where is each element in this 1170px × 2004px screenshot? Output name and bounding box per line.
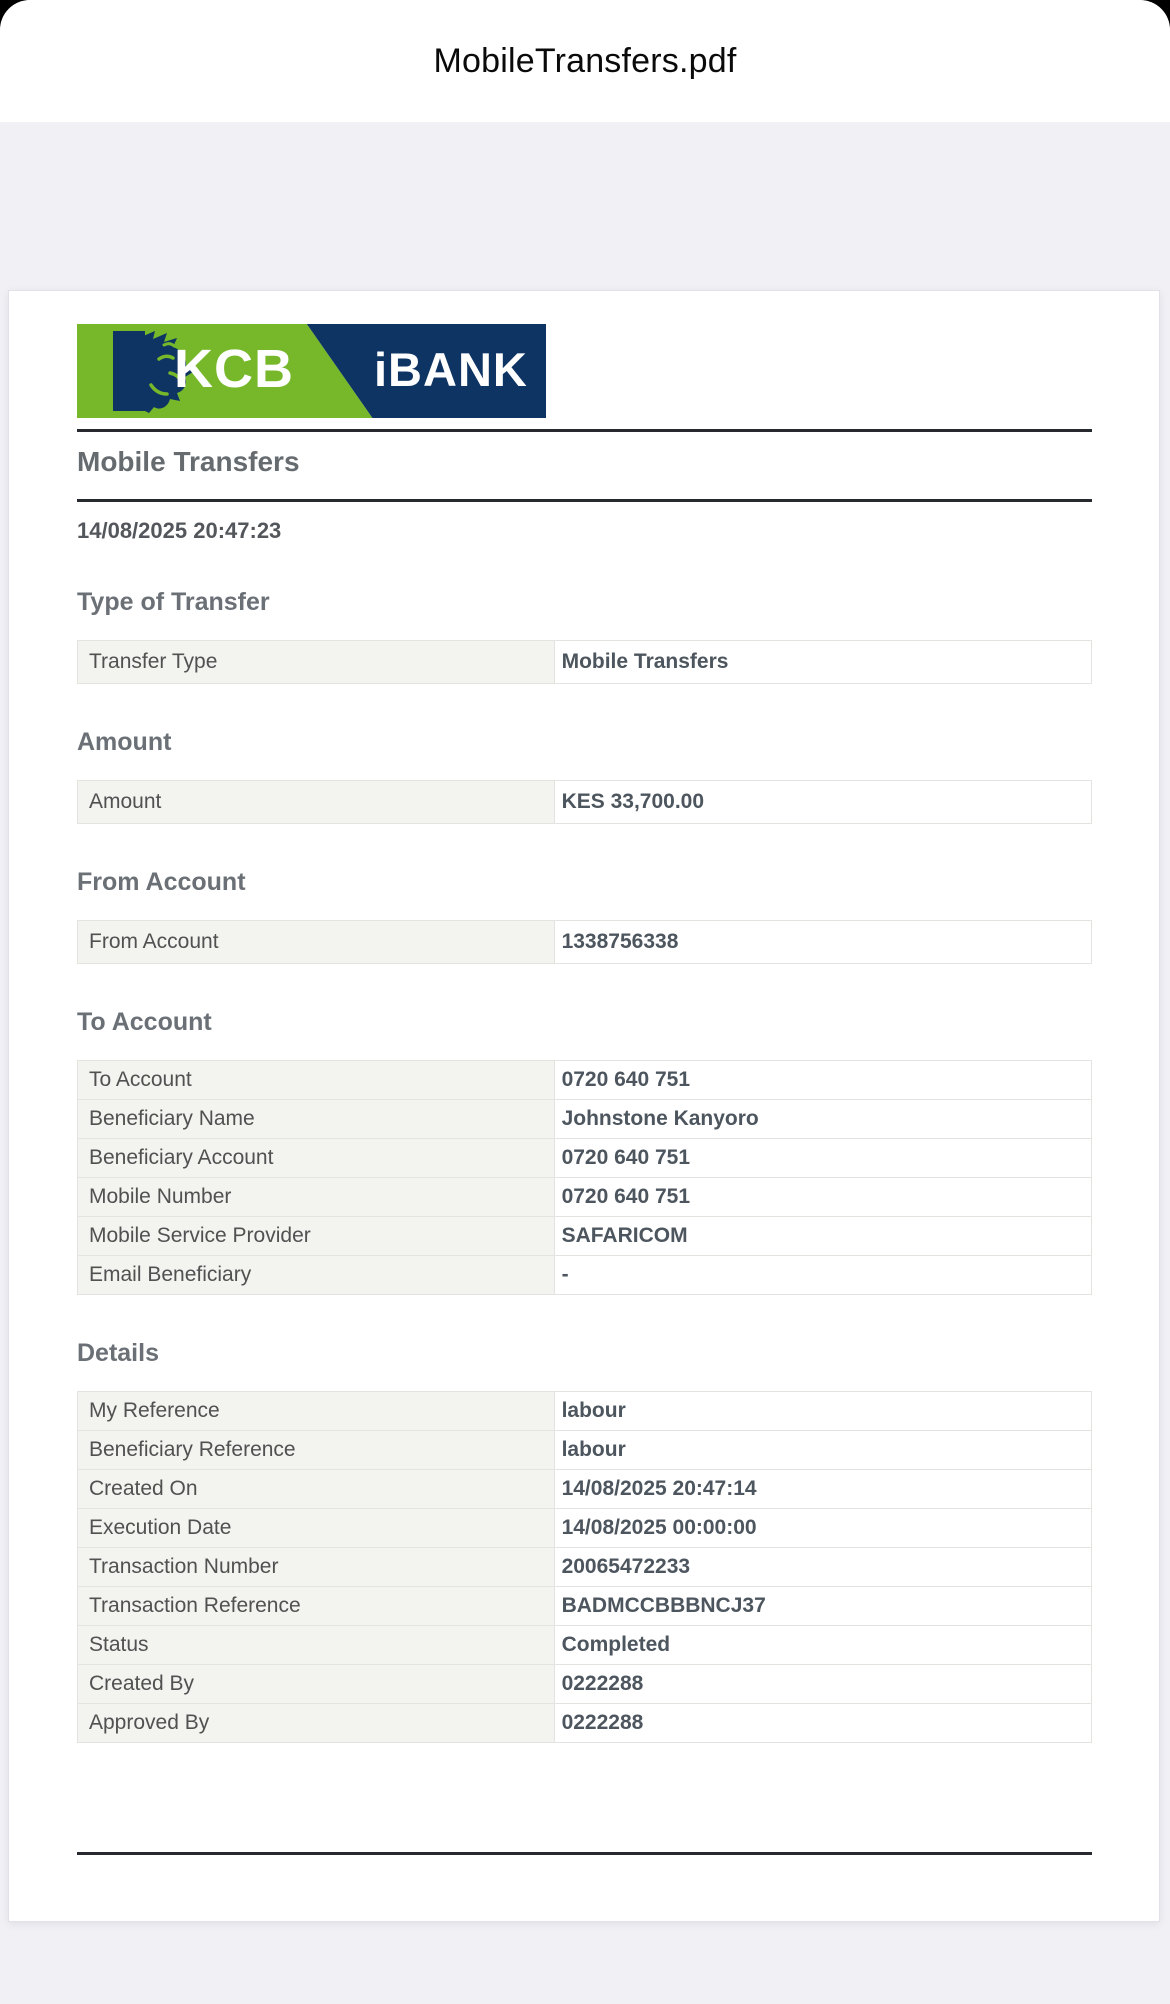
kv-table [77,1391,1092,1743]
section-heading: Amount [77,728,172,756]
row-value: SAFARICOM [554,1217,1091,1256]
section-details [77,1339,1092,1743]
row-value: BADMCCBBBNCJ37 [554,1587,1091,1626]
table-row [78,1256,1092,1295]
row-label: Beneficiary Account [78,1139,555,1178]
divider-rule [77,429,1092,432]
table-row [78,1704,1092,1743]
file-title: MobileTransfers.pdf [433,41,737,80]
table-row [78,1665,1092,1704]
row-label: Created On [78,1470,555,1509]
pdf-page[interactable] [8,290,1160,1922]
kv-table [77,920,1092,964]
section-from-account [77,868,1092,964]
section-heading: From Account [77,868,246,896]
row-label: Beneficiary Reference [78,1431,555,1470]
kv-table [77,780,1092,824]
viewer-title-bar [0,0,1170,122]
logo-ibank-text: iBANK [374,342,528,396]
footer-rule [77,1852,1092,1855]
row-label: Mobile Number [78,1178,555,1217]
row-value: labour [554,1431,1091,1470]
row-value: Mobile Transfers [554,641,1091,684]
kcb-ibank-logo [77,324,546,418]
table-row [78,1100,1092,1139]
section-heading: Type of Transfer [77,588,270,616]
row-value: 0720 640 751 [554,1061,1091,1100]
row-label: Mobile Service Provider [78,1217,555,1256]
row-label: Approved By [78,1704,555,1743]
table-row [78,1139,1092,1178]
divider-rule [77,499,1092,502]
kv-table [77,640,1092,684]
row-value: KES 33,700.00 [554,781,1091,824]
section-amount [77,728,1092,824]
row-value: 14/08/2025 00:00:00 [554,1509,1091,1548]
row-label: Execution Date [78,1509,555,1548]
row-label: Email Beneficiary [78,1256,555,1295]
row-label: Transaction Number [78,1548,555,1587]
row-label: Amount [78,781,555,824]
row-value: 0222288 [554,1704,1091,1743]
row-value: 1338756338 [554,921,1091,964]
section-to-account [77,1008,1092,1295]
row-value: 0720 640 751 [554,1178,1091,1217]
section-type-of-transfer [77,588,1092,684]
table-row [78,1431,1092,1470]
row-value: 0720 640 751 [554,1139,1091,1178]
row-label: My Reference [78,1392,555,1431]
row-value: labour [554,1392,1091,1431]
row-value: 14/08/2025 20:47:14 [554,1470,1091,1509]
logo-kcb-text: KCB [174,339,294,400]
row-label: Status [78,1626,555,1665]
table-row [78,641,1092,684]
section-heading: Details [77,1339,159,1367]
table-row [78,1548,1092,1587]
table-row [78,1626,1092,1665]
row-label: To Account [78,1061,555,1100]
document-title: Mobile Transfers [77,446,300,477]
table-row [78,1061,1092,1100]
table-row [78,1217,1092,1256]
table-row [78,921,1092,964]
table-row [78,1509,1092,1548]
row-label: Transfer Type [78,641,555,684]
row-value: 0222288 [554,1665,1091,1704]
row-label: Transaction Reference [78,1587,555,1626]
table-row [78,1178,1092,1217]
table-row [78,1392,1092,1431]
row-value: Johnstone Kanyoro [554,1100,1091,1139]
row-value: 20065472233 [554,1548,1091,1587]
row-label: Created By [78,1665,555,1704]
row-label: From Account [78,921,555,964]
table-row [78,1587,1092,1626]
row-value: - [554,1256,1091,1295]
table-row [78,1470,1092,1509]
kv-table [77,1060,1092,1295]
row-label: Beneficiary Name [78,1100,555,1139]
generated-timestamp: 14/08/2025 20:47:23 [77,518,282,543]
row-value: Completed [554,1626,1091,1665]
table-row [78,781,1092,824]
section-heading: To Account [77,1008,212,1036]
